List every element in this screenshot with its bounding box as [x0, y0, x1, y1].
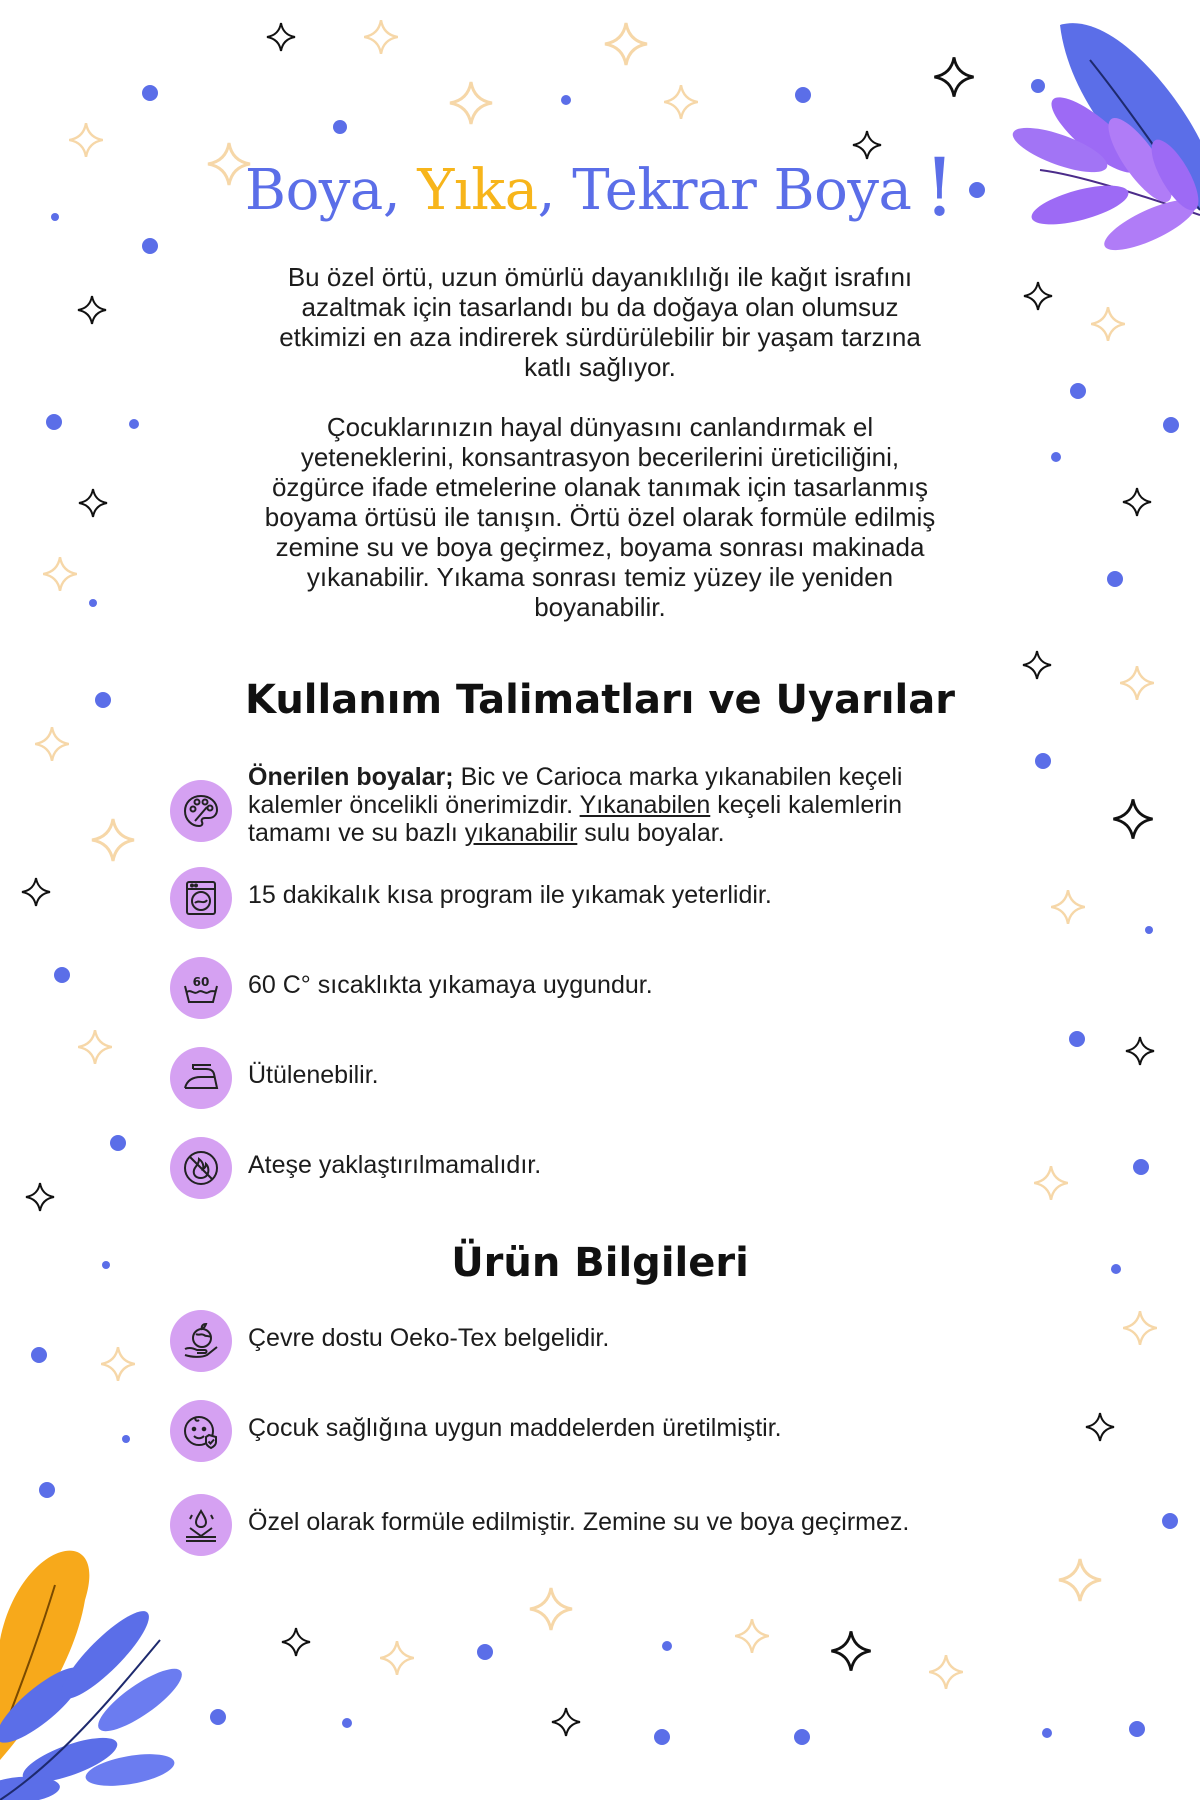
paint-palette-icon: [170, 780, 232, 842]
usage-item-text: 60 C° sıcaklıkta yıkamaya uygundur.: [248, 971, 653, 999]
usage-item-wash-program: [170, 867, 1050, 937]
recommended-paints-line3-end: sulu boyalar.: [577, 819, 725, 847]
usage-item-wash-temperature: [170, 957, 1050, 1027]
intro-line: katlı sağlıyor.: [524, 352, 676, 382]
recommended-paints-line2-end: keçeli kalemlerin: [710, 791, 903, 819]
title-accent-word: Yıka: [417, 158, 538, 223]
leaf-cluster-bottom-left: [0, 1551, 190, 1800]
intro-line: zemine su ve boya geçirmez, boyama sonrası makinada: [275, 532, 925, 562]
usage-heading: Kullanım Talimatları ve Uyarılar: [245, 677, 955, 723]
no-fire-icon: [170, 1137, 232, 1199]
recommended-paints-line2: kalemler öncelikli önerimizdir.: [248, 791, 580, 819]
product-item-waterproof: [170, 1494, 1050, 1564]
intro-line: Çocuklarınızın hayal dünyasını canlandırmak el: [326, 412, 874, 442]
title-part-2: , Tekrar Boya: [537, 158, 912, 223]
usage-item-text: Ütülenebilir.: [248, 1061, 379, 1089]
wash-temperature-label: 60: [192, 975, 210, 989]
usage-item-text: [248, 763, 1098, 847]
intro-line: boyama örtüsü ile tanışın. Örtü özel olarak formüle edilmiş: [264, 502, 936, 532]
washing-machine-icon: [170, 867, 232, 929]
intro-line: boyanabilir.: [534, 592, 666, 622]
recommended-paints-line1: Bic ve Carioca marka yıkanabilen keçeli: [453, 763, 903, 791]
product-item-child-safe: [170, 1400, 1050, 1470]
usage-item-recommended-paints: [170, 763, 1050, 847]
baby-face-shield-icon: [170, 1400, 232, 1462]
title-exclamation: !: [923, 141, 956, 234]
intro-paragraph-2: [150, 412, 1050, 622]
intro-line: etkimizi en aza indirerek sürdürülebilir bir yaşam tarzına: [279, 322, 921, 352]
underlined-term: Yıkanabilen: [579, 791, 711, 819]
usage-item-text: 15 dakikalık kısa program ile yıkamak yeterlidir.: [248, 881, 772, 909]
wash-60-icon: [170, 957, 232, 1019]
page-title: [0, 135, 1200, 234]
intro-line: azaltmak için tasarlandı bu da doğaya olan olumsuz: [301, 292, 899, 322]
eco-globe-hand-icon: [170, 1310, 232, 1372]
intro-line: Bu özel örtü, uzun ömürlü dayanıklılığı ile kağıt israfını: [287, 262, 913, 292]
title-part-1: Boya,: [244, 158, 418, 223]
usage-item-keep-away-from-fire: [170, 1137, 1050, 1207]
product-info-heading: Ürün Bilgileri: [451, 1240, 749, 1286]
product-item-text: Çocuk sağlığına uygun maddelerden üretilmiştir.: [248, 1414, 782, 1442]
recommended-paints-label: Önerilen boyalar;: [248, 763, 454, 791]
underlined-term: yıkanabilir: [464, 819, 578, 847]
usage-item-text: Ateşe yaklaştırılmamalıdır.: [248, 1151, 542, 1179]
intro-paragraph-1: [150, 262, 1050, 382]
usage-item-ironable: [170, 1047, 1050, 1117]
product-item-text: Özel olarak formüle edilmiştir. Zemine su ve boya geçirmez.: [248, 1508, 910, 1536]
waterproof-layer-icon: [170, 1494, 232, 1556]
recommended-paints-line3: tamamı ve su bazlı: [248, 819, 465, 847]
intro-line: özgürce ifade etmelerine olanak tanımak için tasarlanmış: [271, 472, 929, 502]
iron-icon: [170, 1047, 232, 1109]
intro-line: yeteneklerini, konsantrasyon becerilerini üreticiliğini,: [300, 442, 900, 472]
product-item-eco-certified: [170, 1310, 1050, 1380]
intro-line: yıkanabilir. Yıkama sonrası temiz yüzey ile yeniden: [306, 562, 894, 592]
product-item-text: Çevre dostu Oeko-Tex belgelidir.: [248, 1324, 610, 1352]
